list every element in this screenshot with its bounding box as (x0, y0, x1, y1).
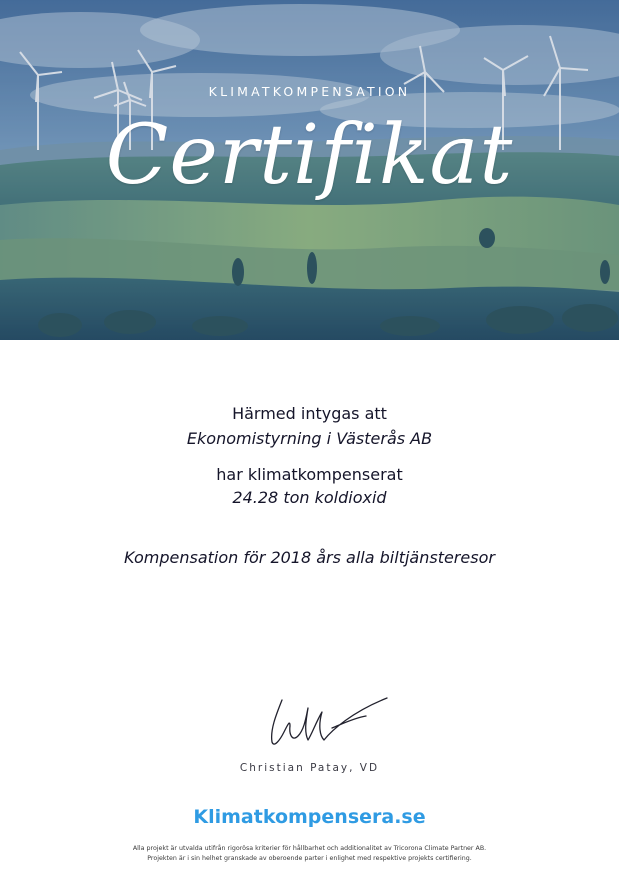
eyebrow-title: KLIMATKOMPENSATION (208, 84, 411, 99)
hero-banner (0, 0, 619, 340)
handwritten-signature (262, 690, 392, 752)
compensation-scope: Kompensation för 2018 års alla biltjänsteresor (124, 548, 495, 567)
brand-link[interactable]: Klimatkompensera.se (193, 806, 426, 828)
signer-name: Christian Patay, VD (239, 762, 380, 774)
disclaimer-line-1: Alla projekt är utvalda utifrån rigorösa kriterier för hållbarhet och additionalitet av Tricorona Climate Partner AB. (132, 845, 487, 852)
co2-amount: 24.28 ton koldioxid (232, 488, 387, 507)
recipient-name: Ekonomistyrning i Västerås AB (186, 429, 433, 448)
disclaimer-line-2: Projekten är i sin helhet granskade av oberoende parter i enlighet med respektive projekts certifiering. (147, 855, 472, 862)
intro-text: Härmed intygas att (232, 404, 387, 423)
certificate-title: Certifikat (105, 108, 514, 203)
action-text: har klimatkompenserat (216, 465, 403, 484)
